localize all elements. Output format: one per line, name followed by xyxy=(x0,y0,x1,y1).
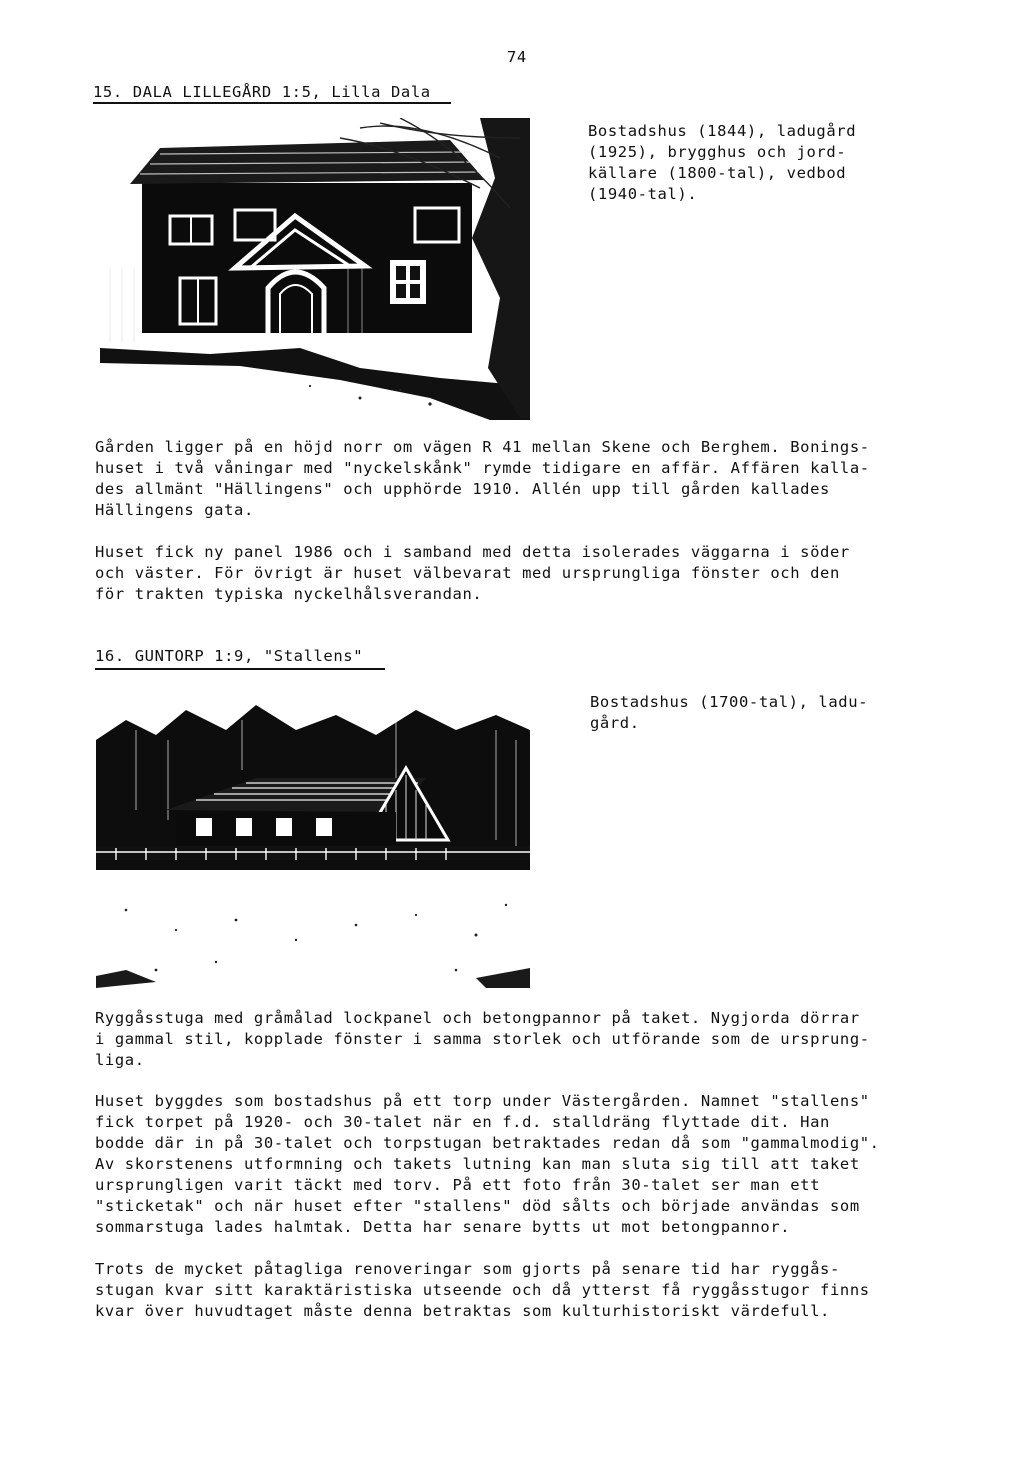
body-text-line: kvar över huvudtaget måste denna betraktas som kulturhistoriskt värdefull. xyxy=(95,1302,830,1320)
body-text-line: och väster. För övrigt är huset välbevarat med ursprungliga fönster och den xyxy=(95,564,840,582)
body-text-line: Trots de mycket påtagliga renoveringar som gjorts på senare tid har ryggås- xyxy=(95,1260,840,1278)
caption-16-line-1: Bostadshus (1700-tal), ladu- xyxy=(590,693,869,711)
body-text-line: i gammal stil, kopplade fönster i samma storlek och utförande som de ursprung- xyxy=(95,1030,870,1048)
body-text-line: huset i två våningar med "nyckelskånk" rymde tidigare en affär. Affären kalla- xyxy=(95,459,870,477)
caption-15-line-4: (1940-tal). xyxy=(588,185,698,203)
body-text-line: liga. xyxy=(95,1051,145,1069)
cottage-photo xyxy=(96,700,530,988)
page-number: 74 xyxy=(507,48,527,66)
caption-16-line-2: gård. xyxy=(590,714,640,732)
body-text-line: ursprungligen varit täckt med torv. På ett foto från 30-talet ser man ett xyxy=(95,1176,821,1194)
body-text-line: Av skorstenens utformning och takets lutning kan man sluta sig till att taket xyxy=(95,1155,860,1173)
body-text-line: sommarstuga lades halmtak. Detta har senare bytts ut mot betongpannor. xyxy=(95,1218,791,1236)
section-heading-16: 16. GUNTORP 1:9, "Stallens" xyxy=(95,647,364,665)
body-text-line: Huset byggdes som bostadshus på ett torp under Västergården. Namnet "stallens" xyxy=(95,1092,870,1110)
farmhouse-photo xyxy=(100,118,530,420)
body-text-line: för trakten typiska nyckelhålsverandan. xyxy=(95,585,483,603)
body-text-line: Gården ligger på en höjd norr om vägen R 41 mellan Skene och Berghem. Bonings- xyxy=(95,438,870,456)
heading-underline-15 xyxy=(93,102,451,104)
caption-15-line-1: Bostadshus (1844), ladugård xyxy=(588,122,857,140)
body-text-line: stugan kvar sitt karaktäristiska utseende och då ytterst få ryggåsstugor finns xyxy=(95,1281,870,1299)
heading-underline-16 xyxy=(95,668,385,670)
body-text-line: Hällingens gata. xyxy=(95,501,254,519)
body-text-line: bodde där in på 30-talet och torpstugan betraktades redan då som "gammalmodig". xyxy=(95,1134,880,1152)
body-text-line: "sticketak" och när huset efter "stallens" död sålts och började användas som xyxy=(95,1197,860,1215)
body-text-line: Huset fick ny panel 1986 och i samband med detta isolerades väggarna i söder xyxy=(95,543,850,561)
caption-15-line-2: (1925), brygghus och jord- xyxy=(588,143,847,161)
caption-15-line-3: källare (1800-tal), vedbod xyxy=(588,164,847,182)
body-text-line: Ryggåsstuga med gråmålad lockpanel och betongpannor på taket. Nygjorda dörrar xyxy=(95,1009,860,1027)
body-text-line: fick torpet på 1920- och 30-talet när en f.d. stalldräng flyttade dit. Han xyxy=(95,1113,830,1131)
section-heading-15: 15. DALA LILLEGÅRD 1:5, Lilla Dala xyxy=(93,83,431,101)
body-text-line: des allmänt "Hällingens" och upphörde 1910. Allén upp till gården kallades xyxy=(95,480,830,498)
